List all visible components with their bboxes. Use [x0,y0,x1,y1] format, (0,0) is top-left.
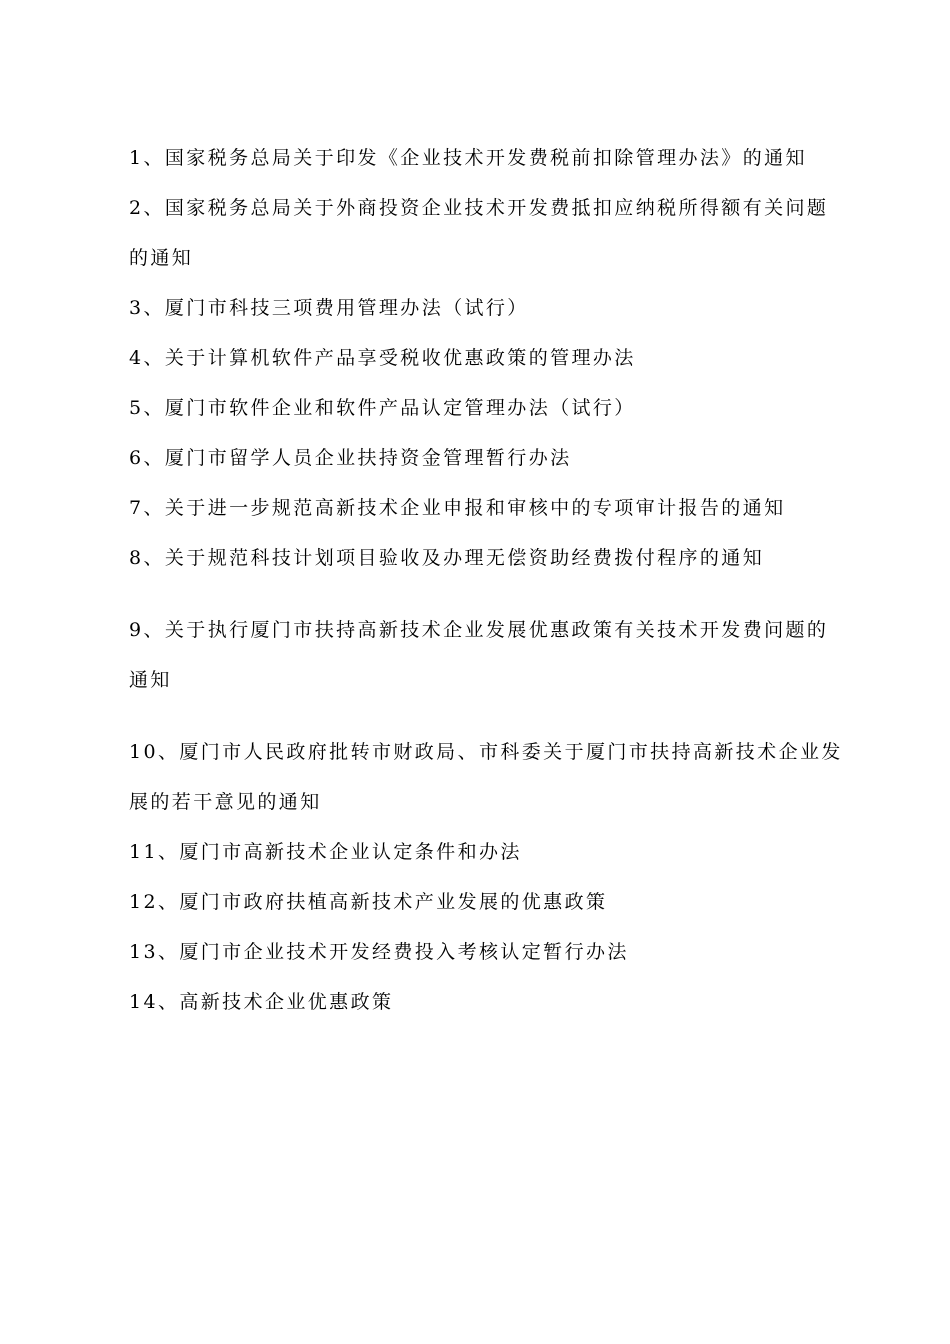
list-item-11: 11、厦门市高新技术企业认定条件和办法 [129,841,522,863]
list-item-4: 4、关于计算机软件产品享受税收优惠政策的管理办法 [129,347,636,369]
list-item-5: 5、厦门市软件企业和软件产品认定管理办法（试行） [129,397,636,419]
list-item-2: 2、国家税务总局关于外商投资企业技术开发费抵扣应纳税所得额有关问题的通知 [129,197,829,269]
list-item-13: 13、厦门市企业技术开发经费投入考核认定暂行办法 [129,941,629,963]
list-item-3: 3、厦门市科技三项费用管理办法（试行） [129,297,529,319]
list-item-6: 6、厦门市留学人员企业扶持资金管理暂行办法 [129,447,572,469]
list-item-8: 8、关于规范科技计划项目验收及办理无偿资助经费拨付程序的通知 [129,547,765,569]
list-item-12: 12、厦门市政府扶植高新技术产业发展的优惠政策 [129,891,608,913]
document-list [129,133,849,1027]
list-item-9: 9、关于执行厦门市扶持高新技术企业发展优惠政策有关技术开发费问题的通知 [129,619,829,691]
list-item-7: 7、关于进一步规范高新技术企业申报和审核中的专项审计报告的通知 [129,497,786,519]
list-item-1: 1、国家税务总局关于印发《企业技术开发费税前扣除管理办法》的通知 [129,147,807,169]
list-item-10: 10、厦门市人民政府批转市财政局、市科委关于厦门市扶持高新技术企业发展的若干意见的通知 [129,741,843,813]
list-item-14: 14、高新技术企业优惠政策 [129,991,394,1013]
